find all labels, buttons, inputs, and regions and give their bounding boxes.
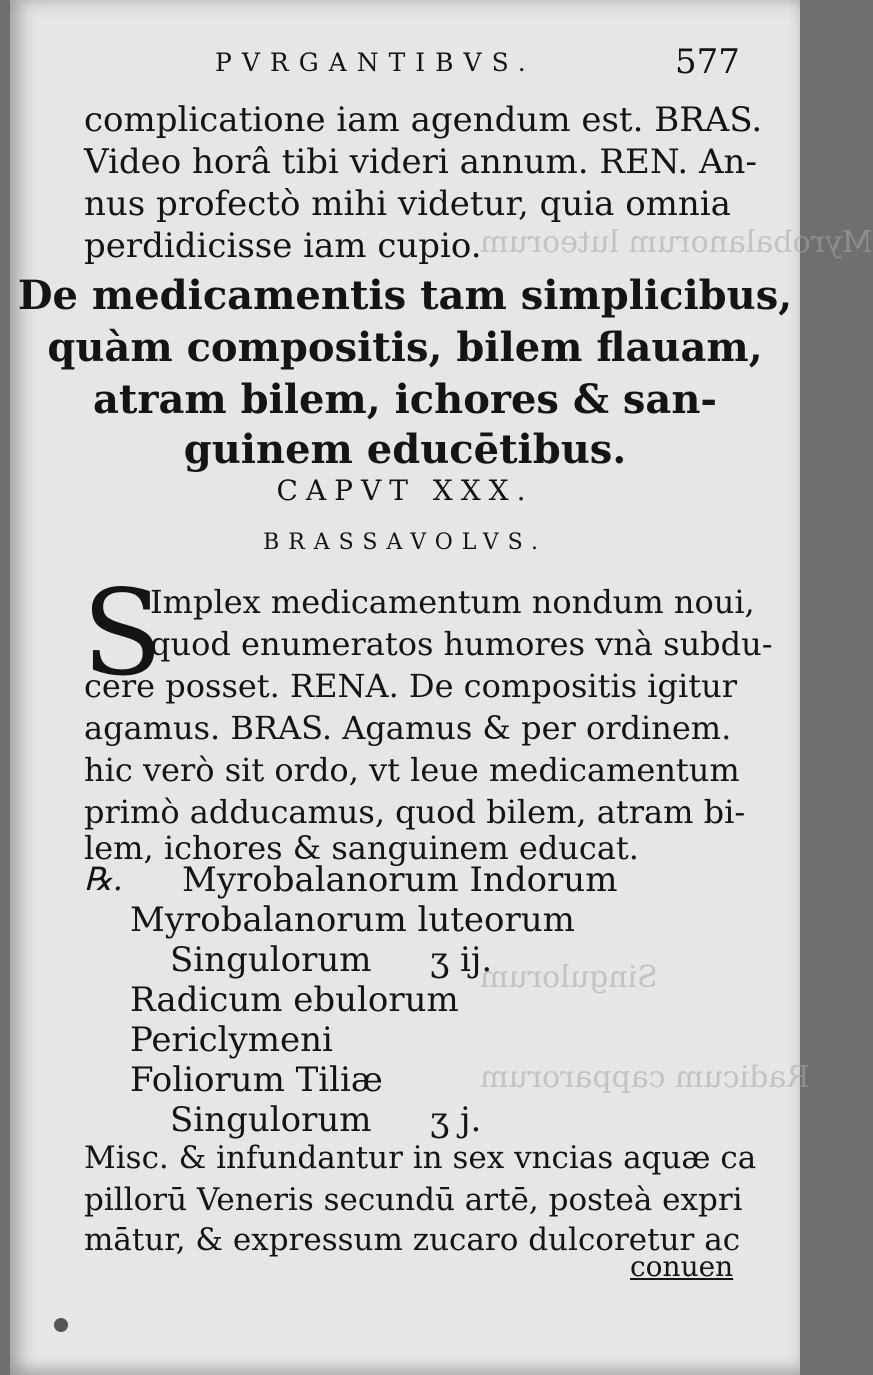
text-line: Implex medicamentum nondum noui, [150,583,755,621]
text-line: pillorū Veneris secundū artē, posteà expri [84,1182,743,1218]
chapter-heading-line: De medicamentis tam simplicibus, [17,272,793,319]
text-line: agamus. BRAS. Agamus & per ordinem. [84,709,732,747]
text-line: lem, ichores & sanguinem educat. [84,829,639,867]
recipe-item: Periclymeni [130,1020,333,1060]
recipe-item: Foliorum Tiliæ [130,1060,383,1100]
chapter-heading-line: guinem educētibus. [183,426,627,473]
recipe-rx-icon: ℞. [84,860,123,898]
bleed-through-text: Radicum capparorum [480,1060,810,1095]
recipe-item: Myrobalanorum luteorum [130,900,575,940]
chapter-heading-line: atram bilem, ichores & san- [92,376,718,423]
text-line: hic verò sit ordo, vt leue medicamentum [84,751,740,789]
recipe-item: Singulorum [170,1100,372,1140]
text-line: nus profectò mihi videtur, quia omnia [84,184,731,224]
chapter-number: CAPVT XXX. [276,474,534,507]
binding-hole [54,1318,68,1332]
text-line: primò adducamus, quod bilem, atram bi- [84,793,746,831]
chapter-heading-line: quàm compositis, bilem flauam, [47,324,763,371]
text-line: complicatione iam agendum est. BRAS. [84,100,763,140]
text-line: mātur, & expressum zucaro dulcoretur ac [84,1222,741,1258]
recipe-dose: ʒ j. [430,1100,482,1140]
book-page [10,0,873,1375]
recipe-item: Myrobalanorum Indorum [182,860,618,900]
text-line: Video horâ tibi videri annum. REN. An- [84,142,757,182]
drop-capital: S [82,564,163,702]
text-line: Misc. & infundantur in sex vncias aquæ ca [84,1140,757,1176]
text-line: cere posset. RENA. De compositis igitur [84,667,738,705]
speaker-name: BRASSAVOLVS. [263,530,547,555]
catchword: conuen [630,1250,734,1283]
recipe-dose: ʒ ij. [430,940,493,980]
bleed-through-text: Singulorum [480,960,658,995]
text-line: quod enumeratos humores vnà subdu- [150,625,773,663]
bleed-through-text: Myrobalanorum luteorum [480,225,873,260]
text-line: perdidicisse iam cupio. [84,226,482,266]
running-head-title: PVRGANTIBVS. [215,48,536,77]
recipe-item: Radicum ebulorum [130,980,459,1020]
page-number: 577 [675,42,740,82]
recipe-item: Singulorum [170,940,372,980]
